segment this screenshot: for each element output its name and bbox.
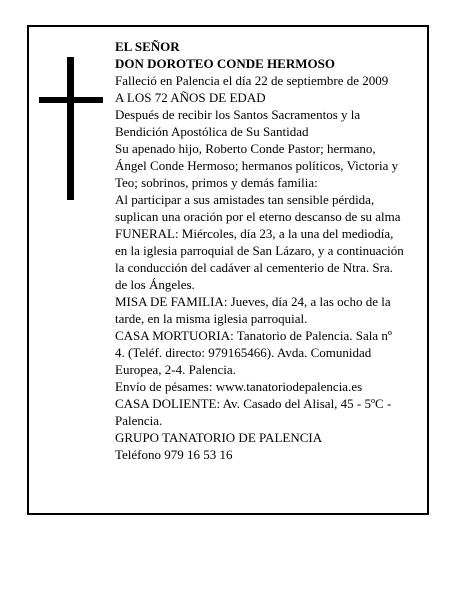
funeral-home-phone: Teléfono 979 16 53 16: [115, 447, 233, 462]
cross-horizontal-bar: [39, 97, 103, 103]
age-line: A LOS 72 AÑOS DE EDAD: [115, 90, 266, 105]
condolences-line: Envío de pésames: www.tanatoriodepalencia.es: [115, 379, 363, 394]
obituary-notice: [27, 25, 429, 515]
death-date-line: Falleció en Palencia el día 22 de septiembre de 2009: [115, 73, 389, 88]
funeral-line-3: la conducción del cadáver al cementerio de Ntra. Sra.: [115, 260, 393, 275]
request-line-2: suplican una oración por el eterno descanso de su alma: [115, 209, 401, 224]
notice-text: [115, 38, 427, 463]
family-home-line-1: CASA DOLIENTE: Av. Casado del Alisal, 45 - 5ºC -: [115, 396, 392, 411]
family-line-1: Su apenado hijo, Roberto Conde Pastor; hermano,: [115, 141, 376, 156]
mortuary-line-2: 4. (Teléf. directo: 979165466). Avda. Comunidad: [115, 345, 372, 360]
deceased-name: DON DOROTEO CONDE HERMOSO: [115, 56, 335, 71]
funeral-line-4: de los Ángeles.: [115, 277, 195, 292]
request-line-1: Al participar a sus amistades tan sensible pérdida,: [115, 192, 375, 207]
family-mass-line-1: MISA DE FAMILIA: Jueves, día 24, a las ocho de la: [115, 294, 391, 309]
funeral-home-group: GRUPO TANATORIO DE PALENCIA: [115, 430, 323, 445]
mortuary-line-3: Europea, 2-4. Palencia.: [115, 362, 236, 377]
cross-vertical-bar: [67, 57, 74, 200]
family-line-2: Ángel Conde Hermoso; hermanos políticos, Victoria y: [115, 158, 399, 173]
cross-icon: [39, 57, 103, 200]
sacraments-line-1: Después de recibir los Santos Sacramentos y la: [115, 107, 361, 122]
notice-heading: EL SEÑOR: [115, 39, 180, 54]
family-home-line-2: Palencia.: [115, 413, 163, 428]
funeral-line-1: FUNERAL: Miércoles, día 23, a la una del mediodía,: [115, 226, 394, 241]
mortuary-line-1: CASA MORTUORIA: Tanatorio de Palencia. Sala nº: [115, 328, 392, 343]
family-mass-line-2: tarde, en la misma iglesia parroquial.: [115, 311, 308, 326]
funeral-line-2: en la iglesia parroquial de San Lázaro, y a continuación: [115, 243, 404, 258]
family-line-3: Teo; sobrinos, primos y demás familia:: [115, 175, 318, 190]
sacraments-line-2: Bendición Apostólica de Su Santidad: [115, 124, 309, 139]
